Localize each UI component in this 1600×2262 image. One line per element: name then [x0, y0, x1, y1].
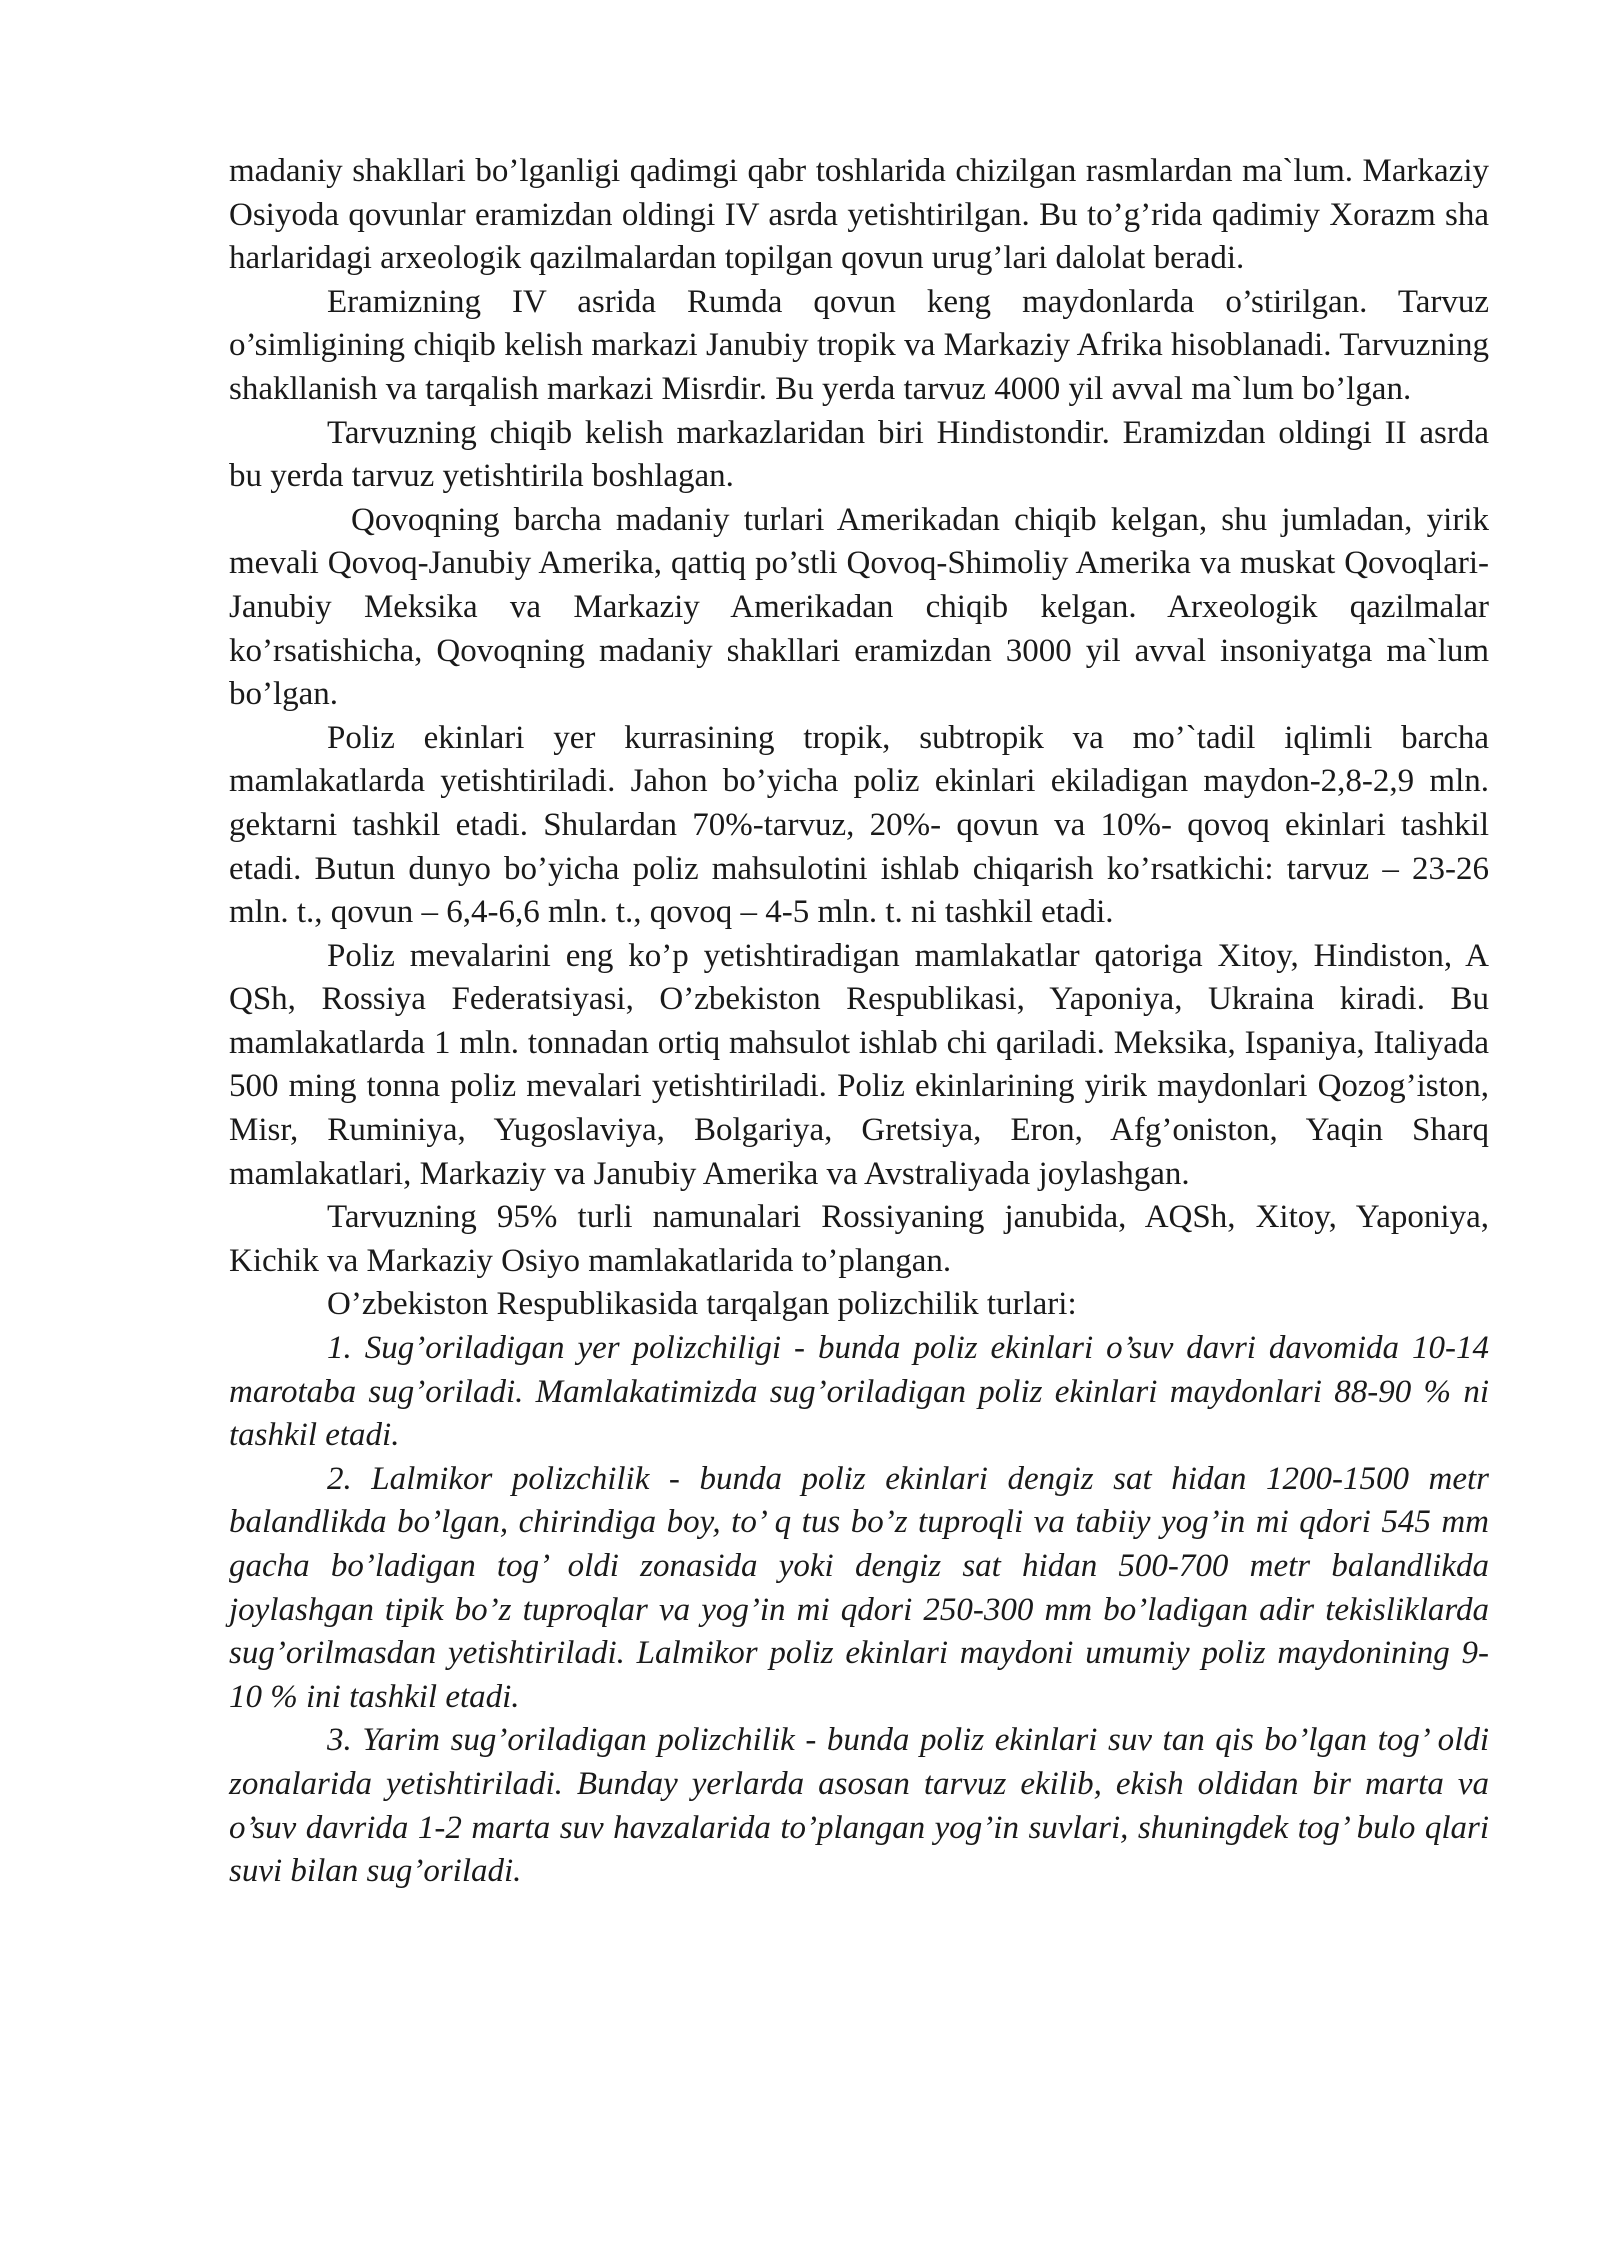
paragraph-melon-rome: Eramizning IV asrida Rumda qovun keng maydonlarda o’stirilgan. Tarvuz o’simligining chiqib kelish markazi Janubiy tropik va Markaziy Afrika hisoblanadi. Tarvuzning shakllanish va tarqalish markazi Misrdir. Bu yerda tarvuz 4000 yil avval ma`lum bo’lgan. [229, 283, 1489, 407]
paragraph-producing-countries: Poliz mevalarini eng ko’p yetishtiradigan mamlakatlar qatoriga Xitoy, Hindiston, A QSh, Rossiya Federatsiyasi, O’zbekiston Respublikasi, Yaponiya, Ukraina kiradi. Bu mamlakatlarda 1 mln. tonnadan ortiq mahsulot ishlab chi qariladi. Meksika, Ispaniya, Italiyada 500 ming tonna poliz mevalari yetishtiriladi. Poliz ekinlarining yirik maydonlari Qozog’iston, Misr, Ruminiya, Yugoslaviya, Bolgariya, Gretsiya, Eron, Afg’oniston, Yaqin Sharq mamlakatlari, Markaziy va Janubiy Amerika va Avstraliyada joylashgan. [229, 937, 1489, 1192]
paragraph-watermelon-samples: Tarvuzning 95% turli namunalari Rossiyaning janubida, AQSh, Xitoy, Yaponiya, Kichik va Markaziy Osiyo mamlakatlarida to’plangan. [229, 1199, 1489, 1279]
paragraph-continuation: madaniy shakllari bo’lganligi qadimgi qabr toshlarida chizilgan rasmlardan ma`lum. Markaziy Osiyoda qovunlar eramizdan oldingi IV asrda yetishtirilgan. Bu to’g’rida qadimiy Xorazm sha harlaridagi arxeologik qazilmalardan topilgan qovun urug’lari dalolat beradi. [229, 153, 1489, 277]
paragraph-watermelon-india: Tarvuzning chiqib kelish markazlaridan biri Hindistondir. Eramizdan oldingi II asrda bu yerda tarvuz yetishtirila boshlagan. [229, 414, 1489, 495]
list-item-irrigated: 1. Sug’oriladigan yer polizchiligi - bunda poliz ekinlari o’suv davri davomida 10-14 marotaba sug’oriladi. Mamlakatimizda sug’oriladigan poliz ekinlari maydonlari 88-90 % ni tashkil etadi. [229, 1330, 1489, 1454]
list-item-semi-irrigated: 3. Yarim sug’oriladigan polizchilik - bunda poliz ekinlari suv tan qis bo’lgan tog’ oldi zonalarida yetishtiriladi. Bunday yerlarda asosan tarvuz ekilib, ekish oldidan bir marta va o’suv davrida 1-2 marta suv havzalarida to’plangan yog’in suvlari, shuningdek tog’ bulo qlari suvi bilan sug’oriladi. [229, 1722, 1489, 1890]
list-item-rainfed: 2. Lalmikor polizchilik - bunda poliz ekinlari dengiz sat hidan 1200-1500 metr balandlikda bo’lgan, chirindiga boy, to’ q tus bo’z tuproqli va tabiiy yog’in mi qdori 545 mm gacha bo’ladigan tog’ oldi zonasida yoki dengiz sat hidan 500-700 metr balandlikda joylashgan tipik bo’z tuproqlar va yog’in mi qdori 250-300 mm bo’ladigan adir tekisliklarda sug’orilmasdan yetishtiriladi. Lalmikor poliz ekinlari maydoni umumiy poliz maydonining 9-10 % ini tashkil etadi. [229, 1460, 1489, 1715]
paragraph-pumpkin-america: Qovoqning barcha madaniy turlari Amerikadan chiqib kelgan, shu jumladan, yirik mevali Qovoq-Janubiy Amerika, qattiq po’stli Qovoq-Shimoliy Amerika va muskat Qovoqlari-Janubiy Meksika va Markaziy Amerikadan chiqib kelgan. Arxeologik qazilmalar ko’rsatishicha, Qovoqning madaniy shakllari eramizdan 3000 yil avval insoniyatga ma`lum bo’lgan. [229, 501, 1489, 713]
paragraph-world-production: Poliz ekinlari yer kurrasining tropik, subtropik va mo’`tadil iqlimli barcha mamlakatlarda yetishtiriladi. Jahon bo’yicha poliz ekinlari ekiladigan maydon-2,8-2,9 mln. gektarni tashkil etadi. Shulardan 70%-tarvuz, 20%- qovun va 10%- qovoq ekinlari tashkil etadi. Butun dunyo bo’yicha poliz mahsulotini ishlab chiqarish ko’rsatkichi: tarvuz – 23-26 mln. t., qovun – 6,4-6,6 mln. t., qovoq – 4-5 mln. t. ni tashkil etadi. [229, 719, 1489, 931]
polizchilik-types-list [229, 1327, 1489, 1894]
document-page [229, 150, 1489, 1894]
paragraph-list-intro: O’zbekiston Respublikasida tarqalgan polizchilik turlari: [327, 1286, 1077, 1323]
